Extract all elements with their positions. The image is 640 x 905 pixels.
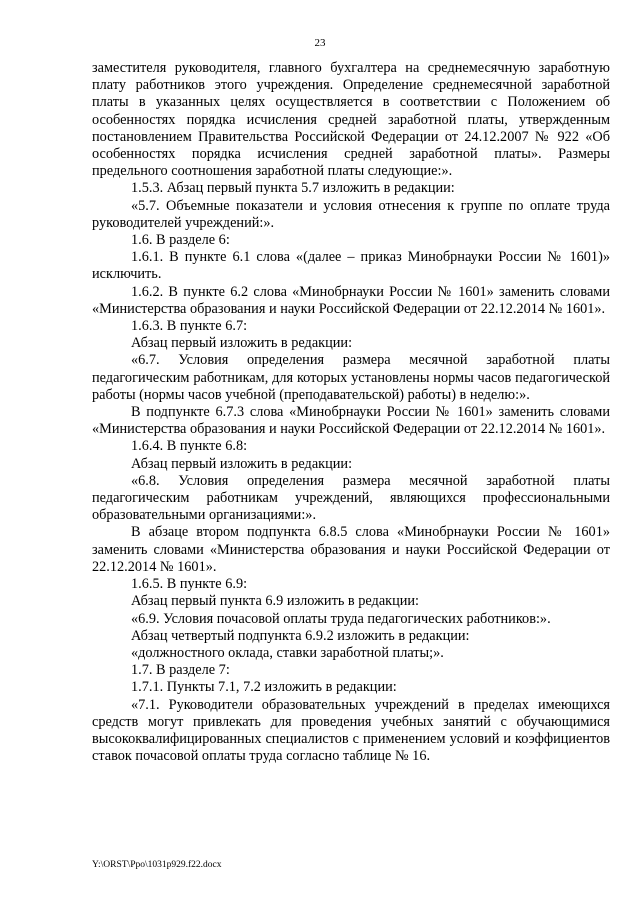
paragraph: 1.5.3. Абзац первый пункта 5.7 изложить в редакции: [131, 180, 455, 197]
paragraph: В подпункте 6.7.3 слова «Минобрнауки России № 1601» заменить словами «Министерства образования и науки Российской Федерации от 22.12.2014 № 1601». [92, 404, 610, 438]
page-number: 23 [314, 37, 326, 49]
paragraph: заместителя руководителя, главного бухгалтера на среднемесячную заработную плату работников этого учреждения. Определение среднемесячной заработной платы в указанных целях осуществляется в соответствии с Положением об особенностях порядка исчисления средней заработной платы, утвержденным постановлением Правительства Российской Федерации от 24.12.2007 № 922 «Об особенностях порядка исчисления средней заработной платы». Размеры предельного соотношения заработной платы следующие:». [92, 60, 610, 180]
paragraph: 1.6.4. В пункте 6.8: [131, 438, 248, 455]
paragraph: «7.1. Руководители образовательных учреждений в пределах имеющихся средств могут привлекать для проведения учебных занятий с обучающимися высококвалифицированных специалистов с применением условий и коэффициентов ставок почасовой оплаты труда согласно таблице № 16. [92, 696, 610, 765]
paragraph: «должностного оклада, ставки заработной платы;». [131, 644, 444, 661]
paragraph: Абзац первый пункта 6.9 изложить в редакции: [131, 593, 420, 610]
paragraph: Абзац четвертый подпункта 6.9.2 изложить в редакции: [131, 627, 470, 644]
paragraph: «6.7. Условия определения размера месячной заработной платы педагогическим работникам, для которых установлены нормы часов педагогической работы (нормы часов учебной (преподавательской) работы) в неделю:». [92, 352, 610, 403]
paragraph: 1.6.1. В пункте 6.1 слова «(далее – приказ Минобрнауки России № 1601)» исключить. [92, 249, 610, 283]
paragraph: Абзац первый изложить в редакции: [131, 455, 353, 472]
footer-file-path: Y:\ORST\Ppo\1031p929.f22.docx [92, 860, 222, 870]
paragraph: 1.6. В разделе 6: [131, 232, 230, 249]
paragraph: 1.7. В разделе 7: [131, 662, 230, 679]
paragraph: «6.8. Условия определения размера месячной заработной платы педагогическим работникам учреждений, являющихся профессиональными образовательными организациями:». [92, 472, 610, 524]
paragraph: 1.7.1. Пункты 7.1, 7.2 изложить в редакции: [131, 679, 397, 696]
paragraph: В абзаце втором подпункта 6.8.5 слова «Минобрнауки России № 1601» заменить словами «Министерства образования и науки Российской Федерации от 22.12.2014 № 1601». [92, 524, 610, 575]
paragraph: 1.6.5. В пункте 6.9: [131, 576, 248, 593]
paragraph: Абзац первый изложить в редакции: [131, 335, 353, 352]
paragraph: 1.6.2. В пункте 6.2 слова «Минобрнауки России № 1601» заменить словами «Министерства образования и науки Российской Федерации от 22.12.2014 № 1601». [92, 283, 610, 317]
paragraph: «6.9. Условия почасовой оплаты труда педагогических работников:». [131, 610, 551, 627]
document-body [92, 60, 610, 765]
paragraph: 1.6.3. В пункте 6.7: [131, 318, 248, 335]
paragraph: «5.7. Объемные показатели и условия отнесения к группе по оплате труда руководителей учреждений:». [92, 197, 610, 231]
